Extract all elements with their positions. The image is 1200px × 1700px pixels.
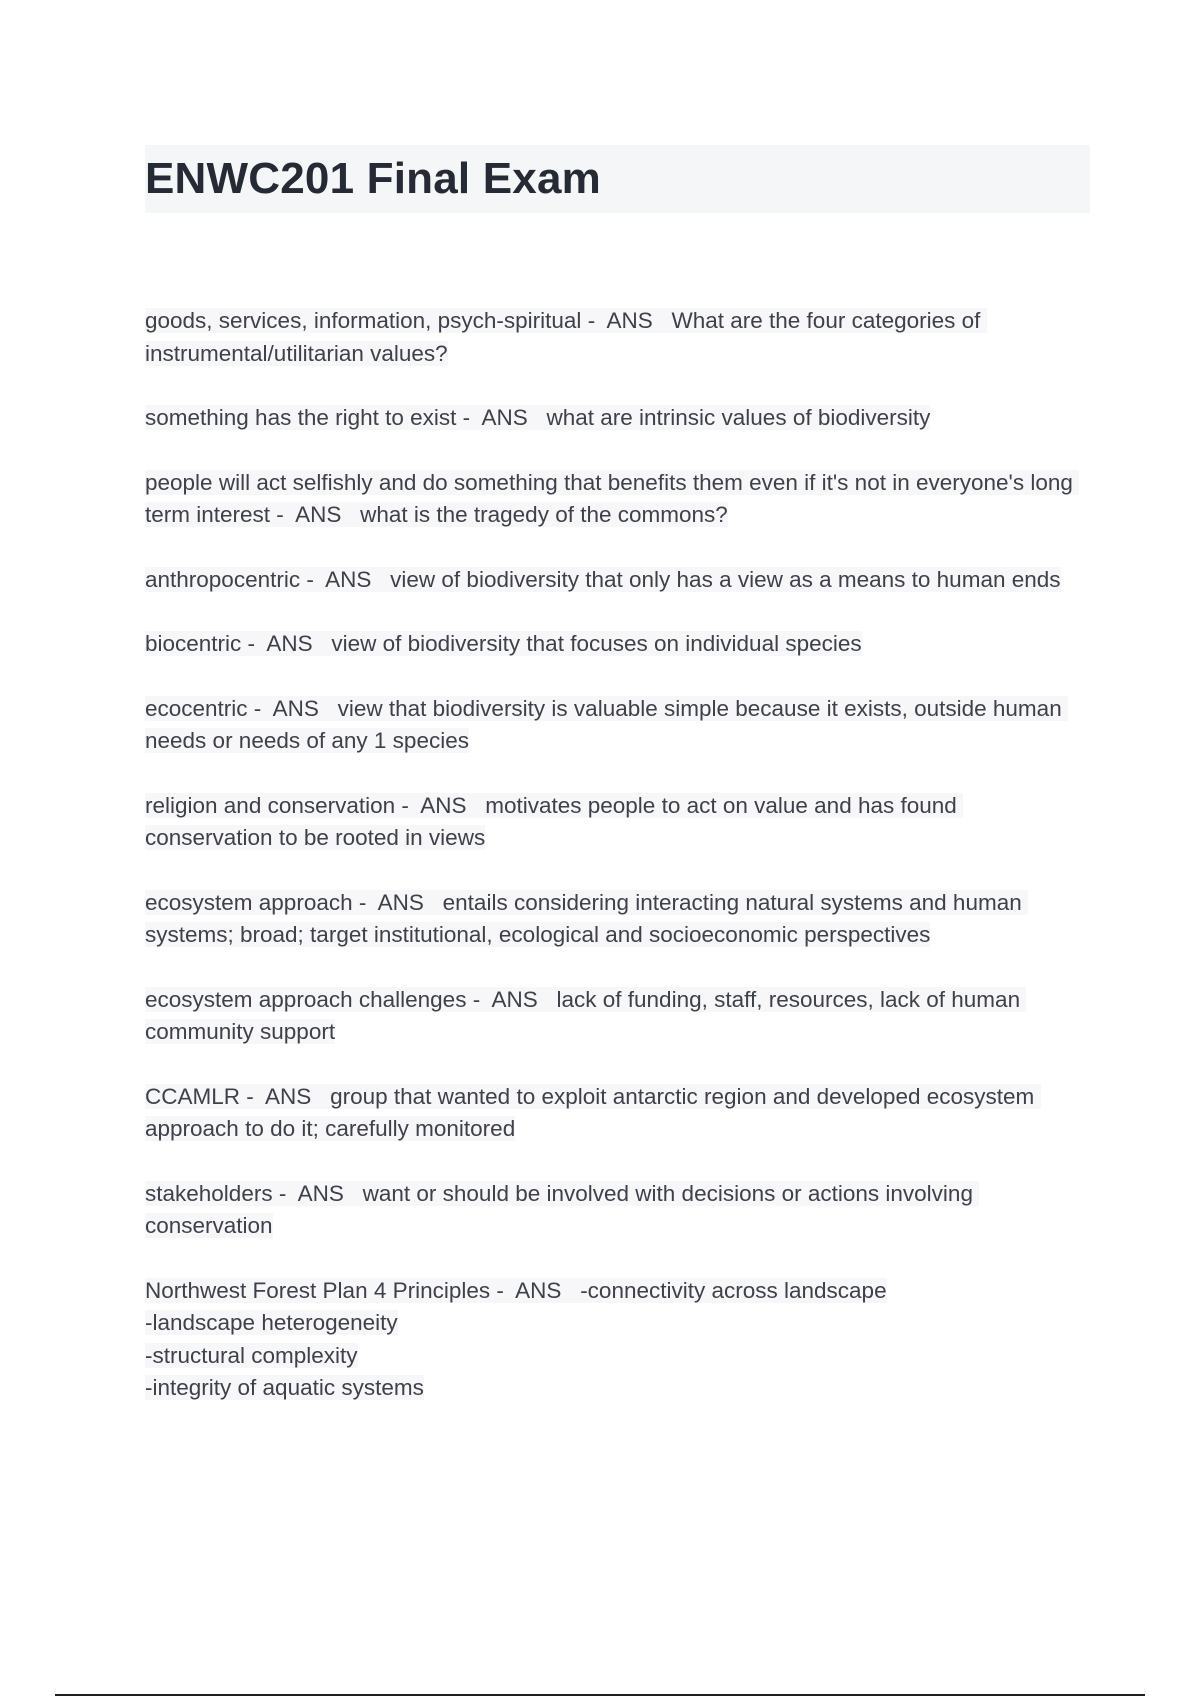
qa-term: goods, services, information, psych-spiritual bbox=[145, 308, 582, 333]
document-title: ENWC201 Final Exam bbox=[145, 154, 601, 203]
qa-line: ecocentric - ANS view that biodiversity is valuable simple because it exists, outside human needs or needs of any 1 species bbox=[145, 695, 1068, 753]
qa-line: goods, services, information, psych-spiritual - ANS What are the four categories of instrumental/utilitarian values? bbox=[145, 308, 987, 366]
qa-item bbox=[145, 1178, 1090, 1243]
qa-term: religion and conservation bbox=[145, 792, 396, 818]
qa-line: Northwest Forest Plan 4 Principles - ANS -connectivity across landscape -landscape heterogeneity -structural complexity -integrity of aquatic systems bbox=[145, 1277, 887, 1400]
ans-marker: ANS bbox=[295, 502, 342, 527]
qa-item bbox=[145, 467, 1090, 532]
ans-marker: ANS bbox=[606, 308, 653, 333]
qa-item bbox=[145, 564, 1090, 597]
qa-list bbox=[145, 305, 1090, 1437]
qa-term: biocentric bbox=[145, 631, 242, 656]
qa-definition: group that wanted to exploit antarctic region and developed ecosystem approach to do it; carefully monitored bbox=[145, 1083, 1041, 1141]
qa-definition: want or should be involved with decisions or actions involving conservation bbox=[145, 1180, 980, 1238]
qa-term: stakeholders bbox=[145, 1180, 273, 1206]
qa-definition: view of biodiversity that focuses on individual species bbox=[331, 631, 862, 656]
qa-term: anthropocentric bbox=[145, 566, 301, 592]
qa-definition: motivates people to act on value and has found conservation to be rooted in views bbox=[145, 792, 964, 850]
qa-term: something has the right to exist bbox=[145, 405, 457, 430]
qa-item bbox=[145, 402, 1090, 435]
qa-line: ecosystem approach - ANS entails considering interacting natural systems and human systems; broad; target institutional, ecological and socioeconomic perspectives bbox=[145, 889, 1028, 947]
page-bottom-rule bbox=[55, 1694, 1145, 1696]
qa-term: ecosystem approach challenges bbox=[145, 986, 467, 1012]
qa-definition: view that biodiversity is valuable simple because it exists, outside human needs or needs of any 1 species bbox=[145, 695, 1068, 753]
ans-marker: ANS bbox=[420, 792, 467, 818]
qa-line: stakeholders - ANS want or should be involved with decisions or actions involving conservation bbox=[145, 1180, 980, 1238]
qa-definition: view of biodiversity that only has a view as a means to human ends bbox=[390, 566, 1061, 592]
qa-definition: what is the tragedy of the commons? bbox=[360, 502, 728, 527]
qa-item bbox=[145, 1275, 1090, 1405]
qa-line: anthropocentric - ANS view of biodiversity that only has a view as a means to human ends bbox=[145, 566, 1061, 592]
qa-line: CCAMLR - ANS group that wanted to exploit antarctic region and developed ecosystem approach to do it; carefully monitored bbox=[145, 1083, 1041, 1141]
qa-item bbox=[145, 1081, 1090, 1146]
qa-item bbox=[145, 984, 1090, 1049]
qa-line: something has the right to exist - ANS what are intrinsic values of biodiversity bbox=[145, 405, 931, 430]
qa-item bbox=[145, 628, 1090, 661]
qa-item bbox=[145, 887, 1090, 952]
qa-definition: entails considering interacting natural systems and human systems; broad; target institutional, ecological and socioeconomic perspectives bbox=[145, 889, 1028, 947]
qa-definition: what are intrinsic values of biodiversity bbox=[546, 405, 931, 430]
ans-marker: ANS bbox=[377, 889, 424, 915]
qa-term: people will act selfishly and do something that benefits them even if it's not in everyone's long term interest bbox=[145, 469, 1080, 527]
qa-term: CCAMLR bbox=[145, 1083, 241, 1109]
ans-marker: ANS bbox=[266, 631, 313, 656]
ans-marker: ANS bbox=[272, 695, 319, 721]
qa-definition: -connectivity across landscape -landscape heterogeneity -structural complexity -integrity of aquatic systems bbox=[145, 1277, 887, 1400]
qa-line: religion and conservation - ANS motivates people to act on value and has found conservation to be rooted in views bbox=[145, 792, 964, 850]
qa-item bbox=[145, 305, 1090, 370]
qa-definition: What are the four categories of instrumental/utilitarian values? bbox=[145, 308, 987, 366]
ans-marker: ANS bbox=[515, 1277, 562, 1303]
ans-marker: ANS bbox=[297, 1180, 344, 1206]
qa-line: ecosystem approach challenges - ANS lack of funding, staff, resources, lack of human community support bbox=[145, 986, 1027, 1044]
qa-item bbox=[145, 693, 1090, 758]
ans-marker: ANS bbox=[265, 1083, 312, 1109]
qa-item bbox=[145, 790, 1090, 855]
qa-definition: lack of funding, staff, resources, lack of human community support bbox=[145, 986, 1027, 1044]
ans-marker: ANS bbox=[491, 986, 538, 1012]
qa-line: biocentric - ANS view of biodiversity that focuses on individual species bbox=[145, 631, 862, 656]
qa-term: ecosystem approach bbox=[145, 889, 353, 915]
ans-marker: ANS bbox=[325, 566, 372, 592]
qa-term: ecocentric bbox=[145, 695, 248, 721]
qa-term: Northwest Forest Plan 4 Principles bbox=[145, 1277, 491, 1303]
qa-line: people will act selfishly and do something that benefits them even if it's not in everyone's long term interest - ANS what is the tragedy of the commons? bbox=[145, 469, 1080, 527]
ans-marker: ANS bbox=[481, 405, 528, 430]
